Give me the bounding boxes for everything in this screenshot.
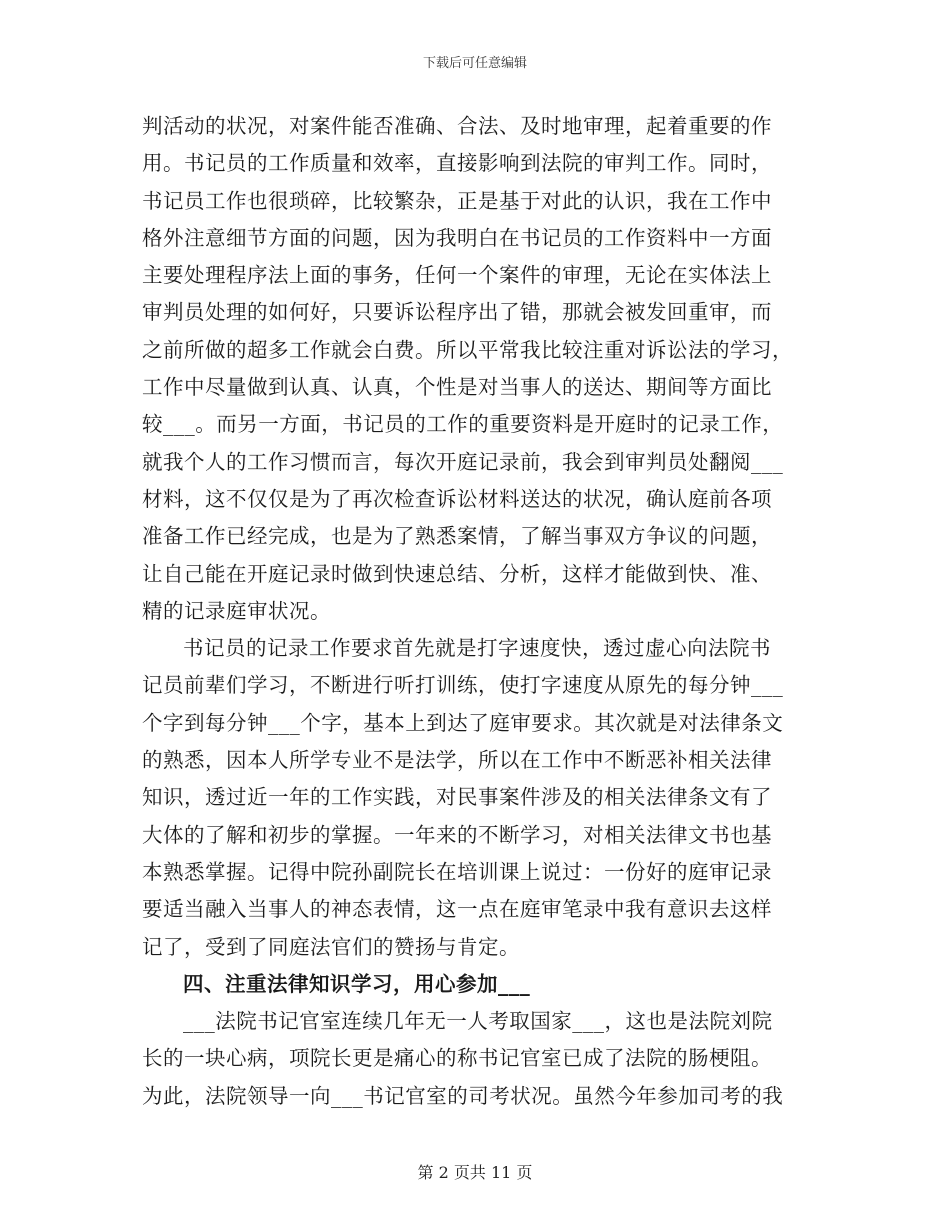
- text-line: 本熟悉掌握。记得中院孙副院长在培训课上说过：一份好的庭审记录: [142, 859, 772, 884]
- paragraph-start-line: ___法院书记官室连续几年无一人考取国家___，这也是法院刘院: [183, 1009, 773, 1034]
- text-line: 让自己能在开庭记录时做到快速总结、分析，这样才能做到快、准、: [142, 561, 772, 586]
- page-header: 下载后可任意编辑: [422, 56, 527, 71]
- text-line: 之前所做的超多工作就会白费。所以平常我比较注重对诉讼法的学习，: [142, 337, 793, 362]
- text-line: 个字到每分钟___个字，基本上到达了庭审要求。其次就是对法律条文: [142, 710, 784, 735]
- text-line: 工作中尽量做到认真、认真，个性是对当事人的送达、期间等方面比: [142, 375, 772, 400]
- text-line: 书记员工作也很琐碎，比较繁杂，正是基于对此的认识，我在工作中: [142, 188, 772, 213]
- text-line: 记了，受到了同庭法官们的赞扬与肯定。: [142, 934, 520, 959]
- text-line: 大体的了解和初步的掌握。一年来的不断学习，对相关法律文书也基: [142, 822, 772, 847]
- text-line: 判活动的状况，对案件能否准确、合法、及时地审理，起着重要的作: [142, 114, 772, 138]
- text-line: 精的记录庭审状况。: [142, 598, 331, 623]
- text-line: 长的一块心病，项院长更是痛心的称书记官室已成了法院的肠梗阻。: [142, 1046, 772, 1071]
- text-line: 材料，这不仅仅是为了再次检查诉讼材料送达的状况，确认庭前各项: [142, 486, 772, 511]
- text-line: 主要处理程序法上面的事务，任何一个案件的审理，无论在实体法上: [142, 263, 772, 288]
- text-line: 要适当融入当事人的神态表情，这一点在庭审笔录中我有意识去这样: [142, 897, 772, 922]
- text-line: 审判员处理的如何好，只要诉讼程序出了错，那就会被发回重审，而: [142, 300, 772, 325]
- paragraph-start-line: 书记员的记录工作要求首先就是打字速度快，透过虚心向法院书: [183, 636, 771, 661]
- text-line: 为此，法院领导一向___书记官室的司考状况。虽然今年参加司考的我: [142, 1083, 784, 1108]
- text-line: 格外注意细节方面的问题，因为我明白在书记员的工作资料中一方面: [142, 225, 772, 250]
- section-heading: 四、注重法律知识学习，用心参加___: [183, 971, 531, 996]
- text-line: 准备工作已经完成，也是为了熟悉案情，了解当事双方争议的问题，: [142, 524, 772, 549]
- page-number-footer: 第 2 页共 11 页: [417, 1163, 533, 1182]
- text-line: 较___。而另一方面，书记员的工作的重要资料是开庭时的记录工作，: [142, 412, 784, 437]
- text-line: 记员前辈们学习，不断进行听打训练，使打字速度从原先的每分钟___: [142, 673, 784, 698]
- text-line: 用。书记员的工作质量和效率，直接影响到法院的审判工作。同时，: [142, 151, 772, 176]
- text-line: 的熟悉，因本人所学专业不是法学，所以在工作中不断恶补相关法律: [142, 748, 772, 773]
- text-line: 知识，透过近一年的工作实践，对民事案件涉及的相关法律条文有了: [142, 785, 772, 810]
- document-body: [142, 108, 812, 1115]
- text-line: 就我个人的工作习惯而言，每次开庭记录前，我会到审判员处翻阅___: [142, 449, 784, 474]
